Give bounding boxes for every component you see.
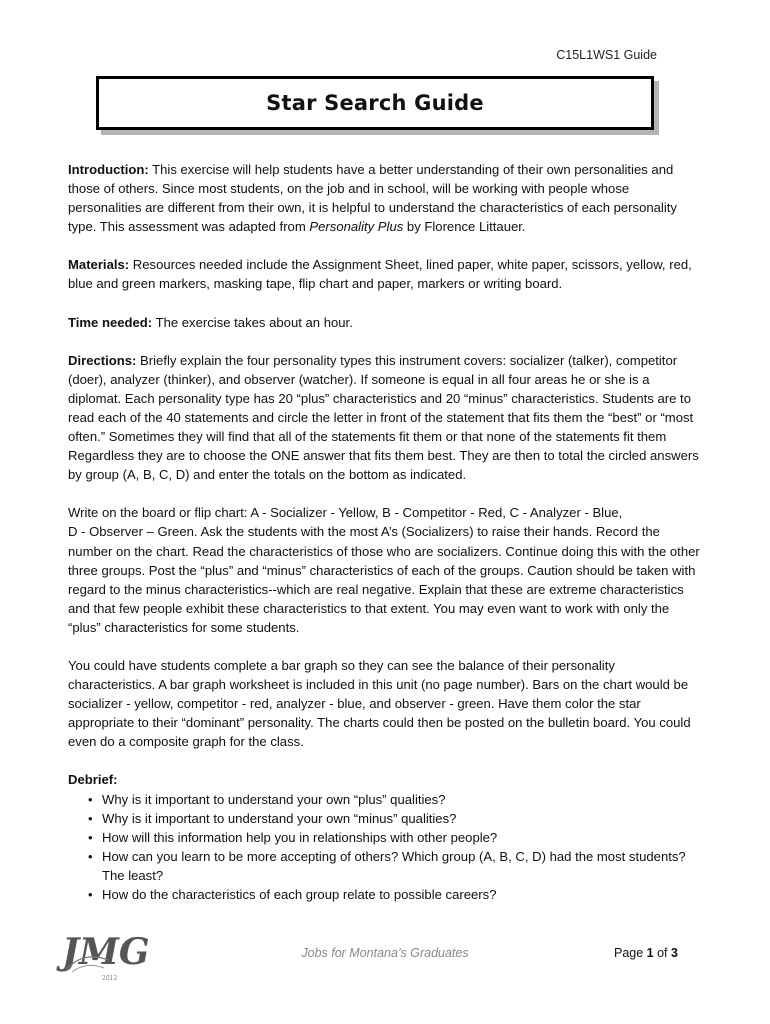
time-label: Time needed: (68, 314, 153, 330)
materials-paragraph (68, 255, 700, 293)
list-item: • Why is it important to understand your own “plus” qualities? (88, 790, 700, 809)
introduction-text: This exercise will help students have a better understanding of their own personalities and those of others. Since most students, on the job and in school, will be working with people whose personalities are different from their own, it is helpful to understand the characteristics of each personality type. This assessment was adapted from (68, 162, 677, 235)
materials-text: Resources needed include the Assignment Sheet, lined paper, white paper, scissors, yellow, red, blue and green markers, masking tape, flip chart and paper, markers or writing board. (68, 257, 692, 292)
board-line-1: Write on the board or flip chart: A - Socializer - Yellow, B - Competitor - Red, C - Analyzer - Blue, (68, 505, 623, 521)
list-item: • How will this information help you in relationships with other people? (88, 828, 700, 847)
book-title: Personality Plus (309, 219, 404, 235)
list-item: • Why is it important to understand your own “minus” qualities? (88, 809, 700, 828)
board-line-2: D - Observer – Green. Ask the students with the most A’s (Socializers) to raise their hands. Record the number on the chart. Read the characteristics of those who are socializers. Continue doing this with the other three groups. Post the “plus” and “minus” characteristics of each of the groups. Caution should be taken with regard to the minus characteristics--which are real negative. Explain that these are extreme characteristics and that few people exhibit these characteristics to that extent. You may even want to work with only the “plus” characteristics for some students. (68, 524, 700, 635)
directions-label: Directions: (68, 352, 137, 368)
document-id: C15L1WS1 Guide (556, 48, 657, 62)
bar-graph-paragraph: You could have students complete a bar graph so they can see the balance of their personality characteristics. A bar graph worksheet is included in this unit (no page number). Bars on the chart would be socializer - yellow, competitor - red, analyzer - blue, and observer - green. Have them color the star appropriate to their “dominant” personality. The charts could then be posted on the bulletin board. You could even do a composite graph for the class. (68, 657, 691, 750)
page-number: Page 1 of 3 (614, 946, 678, 960)
title-box (96, 76, 654, 130)
document-body (68, 160, 700, 904)
materials-label: Materials: (68, 257, 130, 273)
debrief-list (68, 790, 700, 905)
footer-organization: Jobs for Montana’s Graduates (301, 946, 469, 960)
list-item: • How do the characteristics of each group relate to possible careers? (88, 885, 700, 904)
board-paragraph (68, 503, 700, 637)
page-title: Star Search Guide (266, 91, 484, 115)
time-paragraph (68, 313, 700, 332)
introduction-paragraph (68, 160, 700, 236)
introduction-author: by Florence Littauer. (403, 219, 526, 235)
list-item: • How can you learn to be more accepting of others? Which group (A, B, C, D) had the most students? The least? (88, 847, 700, 885)
logo-year: 2012 (102, 975, 118, 982)
directions-text: Briefly explain the four personality types this instrument covers: socializer (talker), competitor (doer), analyzer (thinker), and observer (watcher). If someone is equal in all four areas he or she is a diplomat. Each personality type has 20 “plus” characteristics and 20 “minus” characteristics. Students are to read each of the 40 statements and circle the letter in front of the statement that fits them the “best” or “most often.” Sometimes they will find that all of the statements fit them or that none of the statements fit them Regardless they are to choose the ONE answer that fits them best. They are then to total the circled answers by group (A, B, C, D) and enter the totals on the bottom as indicated. (68, 352, 699, 483)
logo-letter-j: JMG (62, 931, 150, 973)
time-text: The exercise takes about an hour. (152, 314, 353, 330)
directions-paragraph (68, 351, 700, 485)
introduction-label: Introduction: (68, 162, 149, 177)
debrief-label: Debrief: (68, 772, 118, 788)
